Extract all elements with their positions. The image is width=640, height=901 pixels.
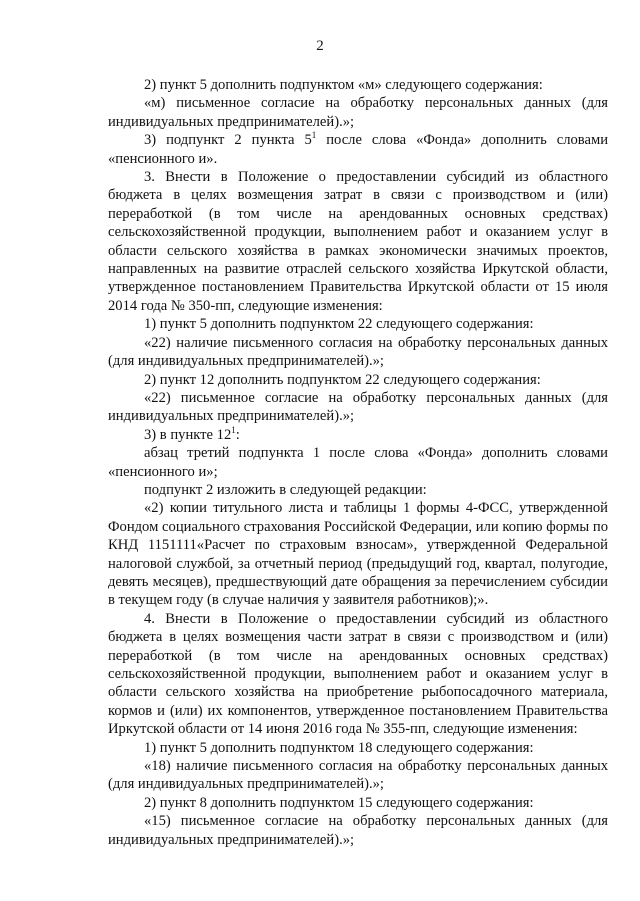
paragraph-text: : xyxy=(235,426,240,443)
paragraph: 3. Внести в Положение о предоставлении субсидий из областного бюджета в целях возмещения затрат в связи с производством и (или) переработкой (в том числе на арендованных основных средствах) сельскохозяйственной продукции, выполнением работ и оказанием услуг в области сельского хозяйства в рамках экономически значимых проектов, направленных на развитие отраслей сельского хозяйства Иркутской области, утвержденное постановлением Правительства Иркутской области от 15 июля 2014 года № 350-пп, следующие изменения: xyxy=(108,169,608,314)
paragraph xyxy=(108,426,608,444)
superscript: 1 xyxy=(311,130,317,141)
page-number: 2 xyxy=(316,38,324,54)
paragraph: 1) пункт 5 дополнить подпунктом 18 следующего содержания: xyxy=(144,739,534,756)
superscript: 1 xyxy=(231,424,236,435)
paragraph: подпункт 2 изложить в следующей редакции: xyxy=(144,481,427,498)
paragraph-text: 3) подпункт 2 пункта 5 xyxy=(144,132,312,149)
paragraph: 2) пункт 8 дополнить подпунктом 15 следующего содержания: xyxy=(144,794,534,811)
paragraph: абзац третий подпункта 1 после слова «Фонда» дополнить словами «пенсионного и»; xyxy=(108,445,608,480)
paragraph: «18) наличие письменного согласия на обработку персональных данных (для индивидуальных предпринимателей).»; xyxy=(108,758,608,793)
paragraph-text: после слова «Фонда» дополнить словами «пенсионного и». xyxy=(108,132,609,167)
paragraph xyxy=(108,131,608,168)
paragraph: «м) письменное согласие на обработку персональных данных (для индивидуальных предпринимателей).»; xyxy=(108,95,608,130)
paragraph: 2) пункт 12 дополнить подпунктом 22 следующего содержания: xyxy=(144,371,541,388)
paragraph: 1) пункт 5 дополнить подпунктом 22 следующего содержания: xyxy=(144,316,534,333)
paragraph: 4. Внести в Положение о предоставлении субсидий из областного бюджета в целях возмещения части затрат в связи с производством и (или) переработкой (в том числе на арендованных основных средствах) сельскохозяйственной продукции, выполнением работ и оказанием услуг в области сельского хозяйства на приобретение рыбопосадочного материала, кормов и (или) их компонентов, утвержденное постановлением Правительства Иркутской области от 14 июня 2016 года № 355-пп, следующие изменения: xyxy=(108,610,608,738)
paragraph: «22) письменное согласие на обработку персональных данных (для индивидуальных предпринимателей).»; xyxy=(108,389,608,425)
paragraph: «22) наличие письменного согласия на обработку персональных данных (для индивидуальных предпринимателей).»; xyxy=(108,334,608,370)
paragraph: «15) письменное согласие на обработку персональных данных (для индивидуальных предпринимателей).»; xyxy=(108,813,608,848)
paragraph-text: 3) в пункте 12 xyxy=(144,426,232,443)
paragraph: «2) копии титульного листа и таблицы 1 формы 4-ФСС, утвержденной Фондом социального страхования Российской Федерации, или копию формы по КНД 1151111«Расчет по страховым взносам», утвержденной Федеральной налоговой службой, за отчетный период (предыдущий год, квартал, полугодие, девять месяцев), предшествующий дате обращения за перечислением субсидии в текущем году (в случае наличия у заявителя работников);». xyxy=(108,500,608,609)
document-body xyxy=(108,76,608,849)
paragraph: 2) пункт 5 дополнить подпунктом «м» следующего содержания: xyxy=(144,77,543,93)
